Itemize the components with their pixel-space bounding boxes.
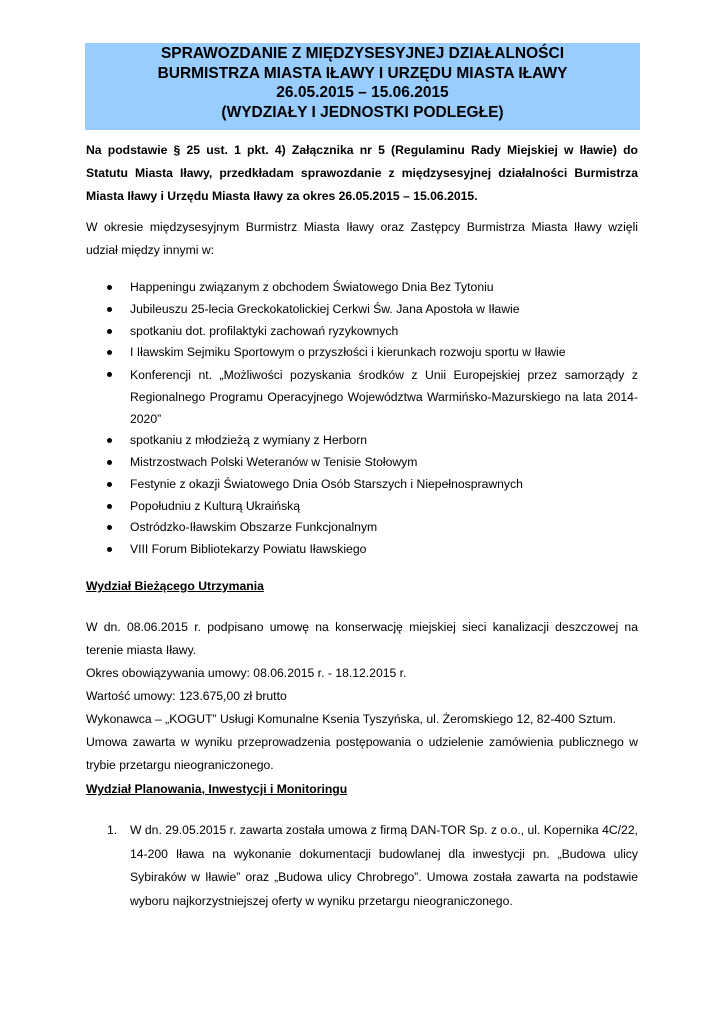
list-item: Ostródzko-Iławskim Obszarze Funkcjonalnym: [86, 517, 638, 539]
maintenance-contract-paragraph: W dn. 08.06.2015 r. podpisano umowę na konserwację miejskiej sieci kanalizacji deszczowej na terenie miasta Iławy.: [86, 620, 638, 657]
bullet-icon: [107, 372, 112, 377]
list-item: Happeningu związanym z obchodem Światowego Dnia Bez Tytoniu: [86, 277, 638, 299]
planning-item-1: [86, 819, 638, 913]
bullet-icon: [107, 307, 112, 312]
bullet-icon: [107, 350, 112, 355]
list-item: Jubileuszu 25-lecia Greckokatolickiej Cerkwi Św. Jana Apostoła w Iławie: [86, 299, 638, 321]
list-item: VIII Forum Bibliotekarzy Powiatu Iławskiego: [86, 539, 638, 561]
bullet-icon: [107, 525, 112, 530]
report-title-box: [85, 43, 640, 130]
events-list: [86, 277, 638, 561]
bullet-icon: [107, 329, 112, 334]
maintenance-contract-period: Okres obowiązywania umowy: 08.06.2015 r. - 18.12.2015 r.: [86, 666, 407, 680]
list-item: Mistrzostwach Polski Weteranów w Tenisie Stołowym: [86, 452, 638, 474]
section-heading-planning: Wydział Planowania, Inwestycji i Monitoringu: [86, 782, 348, 796]
item-text: W dn. 29.05.2015 r. zawarta została umowa z firmą DAN-TOR Sp. z o.o., ul. Kopernika 4C/22, 14-200 Iława na wykonanie dokumentacji budowlanej dla inwestycji pn. „Budowa ulicy Sybiraków w Iławie” oraz „Budowa ulicy Chrobrego”. Umowa została zawarta na podstawie wyboru najkorzystniejszej oferty w wyniku przetargu nieograniczonego.: [130, 823, 638, 908]
maintenance-contract-value: Wartość umowy: 123.675,00 zł brutto: [86, 689, 287, 703]
participation-intro: W okresie międzysesyjnym Burmistrz Miasta Iławy oraz Zastępcy Burmistrza Miasta Iławy wzięli udział między innymi w:: [86, 220, 638, 257]
bullet-icon: [107, 482, 112, 487]
list-item: spotkaniu dot. profilaktyki zachowań ryzykownych: [86, 321, 638, 343]
list-item: I Iławskim Sejmiku Sportowym o przyszłości i kierunkach rozwoju sportu w Iławie: [86, 342, 638, 364]
maintenance-contract-procedure: Umowa zawarta w wyniku przeprowadzenia postępowania o udzielenie zamówienia publicznego w trybie przetargu nieograniczonego.: [86, 735, 638, 772]
bullet-icon: [107, 547, 112, 552]
list-item: Konferencji nt. „Możliwości pozyskania środków z Unii Europejskiej przez samorządy z Regionalnego Programu Operacyjnego Województwa Warmińsko-Mazurskiego na lata 2014-2020”: [86, 364, 638, 430]
title-line-1: SPRAWOZDANIE Z MIĘDZYSESYJNEJ DZIAŁALNOŚCI: [160, 45, 565, 62]
item-number: 1.: [107, 823, 118, 837]
bullet-icon: [107, 285, 112, 290]
section-heading-maintenance: Wydział Bieżącego Utrzymania: [86, 579, 264, 593]
title-line-3: 26.05.2015 – 15.06.2015: [276, 84, 449, 101]
bullet-icon: [107, 438, 112, 443]
title-line-2: BURMISTRZA MIASTA IŁAWY I URZĘDU MIASTA IŁAWY: [157, 64, 568, 82]
list-item: Popołudniu z Kulturą Ukraińską: [86, 496, 638, 518]
list-item: Festynie z okazji Światowego Dnia Osób Starszych i Niepełnosprawnych: [86, 474, 638, 496]
bullet-icon: [107, 460, 112, 465]
maintenance-contractor: Wykonawca – „KOGUT” Usługi Komunalne Ksenia Tyszyńska, ul. Żeromskiego 12, 82-400 Sztum.: [86, 712, 617, 726]
bullet-icon: [107, 504, 112, 509]
intro-paragraph: Na podstawie § 25 ust. 1 pkt. 4) Załącznika nr 5 (Regulaminu Rady Miejskiej w Iławie) do Statutu Miasta Iławy, przedkładam sprawozdanie z międzysesyjnej działalności Burmistrza Miasta Iławy i Urzędu Miasta Iławy za okres 26.05.2015 – 15.06.2015.: [86, 143, 638, 203]
title-line-4: (WYDZIAŁY I JEDNOSTKI PODLEGŁE): [221, 103, 504, 121]
list-item: spotkaniu z młodzieżą z wymiany z Herborn: [86, 430, 638, 452]
